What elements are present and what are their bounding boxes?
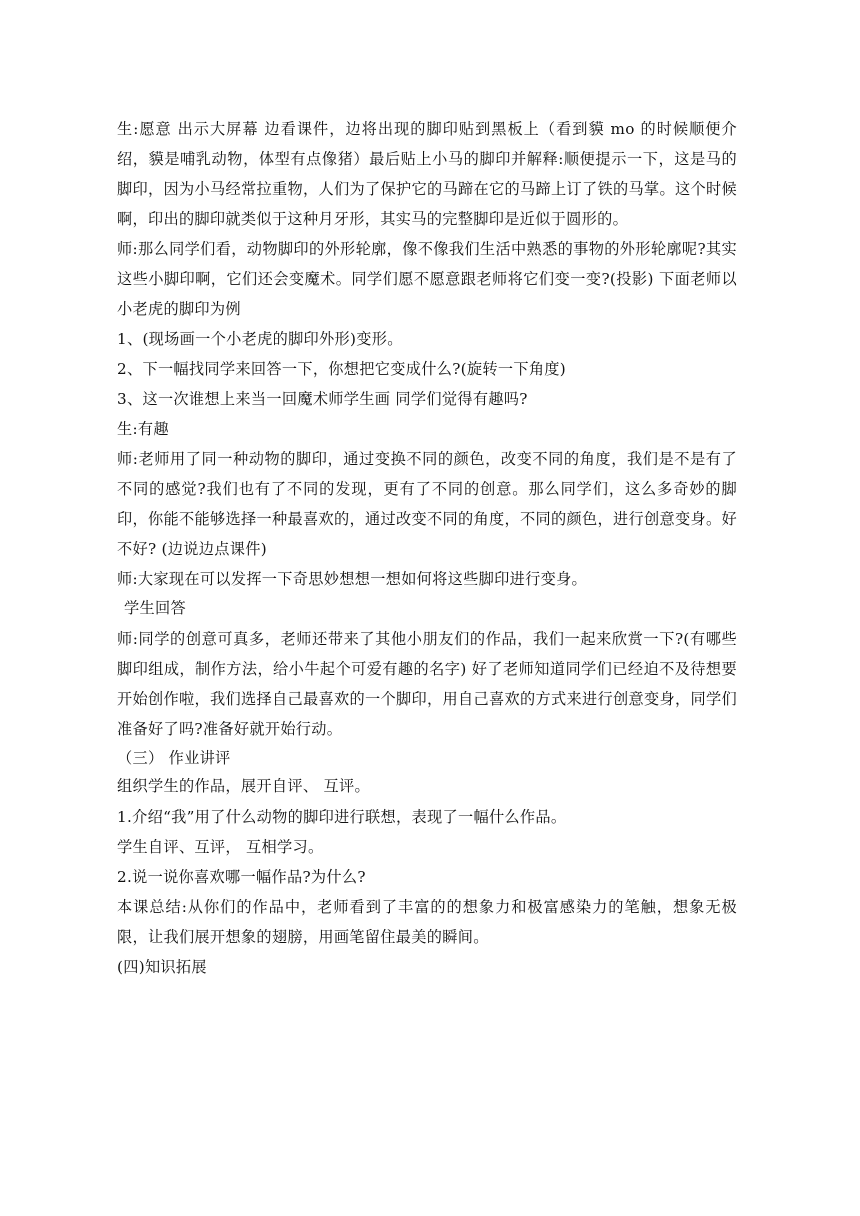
list-item-introduce: 1.介绍“我”用了什么动物的脚印进行联想，表现了一幅什么作品。 bbox=[117, 808, 567, 826]
paragraph-student-fun: 生:有趣 bbox=[117, 420, 169, 438]
paragraph-teacher-imagine: 师:大家现在可以发挥一下奇思妙想想一想如何将这些脚印进行变身。 bbox=[117, 570, 588, 588]
paragraph-student-answer: 学生回答 bbox=[124, 599, 186, 617]
paragraph-teacher-appreciate: 师:同学的创意可真多，老师还带来了其他小朋友们的作品，我们一起来欣赏一下?(有哪些脚印组成，制作方法，给小牛起个可爱有趣的名字) 好了老师知道同学们已经迫不及待想要开始创作啦，我们选择自己最喜欢的一个脚印，用自己喜欢的方式来进行创意变身，同学们准备好了吗?准备好就开始行动。 bbox=[117, 630, 737, 738]
section-heading-knowledge-extension: (四)知识拓展 bbox=[117, 958, 207, 976]
list-item-step-2: 2、下一幅找同学来回答一下，你想把它变成什么?(旋转一下角度) bbox=[117, 360, 567, 378]
paragraph-teacher-outline: 师:那么同学们看，动物脚印的外形轮廓，像不像我们生活中熟悉的事物的外形轮廓呢?其实这些小脚印啊，它们还会变魔术。同学们愿不愿意跟老师将它们变一变?(投影) 下面老师以小老虎的脚印为例 bbox=[117, 240, 737, 318]
paragraph-teacher-variation: 师:老师用了同一种动物的脚印，通过变换不同的颜色，改变不同的角度，我们是不是有了不同的感觉?我们也有了不同的发现，更有了不同的创意。那么同学们，这么多奇妙的脚印，你能不能够选择一种最喜欢的，通过改变不同的角度，不同的颜色，进行创意变身。好不好? (边说边点课件) bbox=[117, 450, 737, 558]
paragraph-organize-works: 组织学生的作品，展开自评、 互评。 bbox=[117, 777, 370, 795]
list-item-step-3: 3、这一次谁想上来当一回魔术师学生画 同学们觉得有趣吗? bbox=[117, 390, 528, 408]
document-page bbox=[117, 114, 737, 982]
paragraph-student-agree: 生:愿意 出示大屏幕 边看课件，边将出现的脚印贴到黑板上（看到貘 mo 的时候顺便介绍，貘是哺乳动物，体型有点像猪）最后贴上小马的脚印并解释:顺便提示一下，这是马的脚印，因为小马经常拉重物，人们为了保护它的马蹄在它的马蹄上订了铁的马掌。这个时候啊，印出的脚印就类似于这种月牙形，其实马的完整脚印是近似于圆形的。 bbox=[117, 120, 737, 228]
paragraph-lesson-summary: 本课总结:从你们的作品中，老师看到了丰富的的想象力和极富感染力的笔触，想象无极限，让我们展开想象的翅膀，用画笔留住最美的瞬间。 bbox=[117, 898, 737, 946]
paragraph-self-review: 学生自评、互评， 互相学习。 bbox=[117, 838, 324, 856]
section-heading-homework-review: （三） 作业讲评 bbox=[117, 749, 231, 767]
list-item-discuss: 2.说一说你喜欢哪一幅作品?为什么? bbox=[117, 868, 366, 886]
list-item-step-1: 1、(现场画一个小老虎的脚印外形)变形。 bbox=[117, 330, 403, 348]
